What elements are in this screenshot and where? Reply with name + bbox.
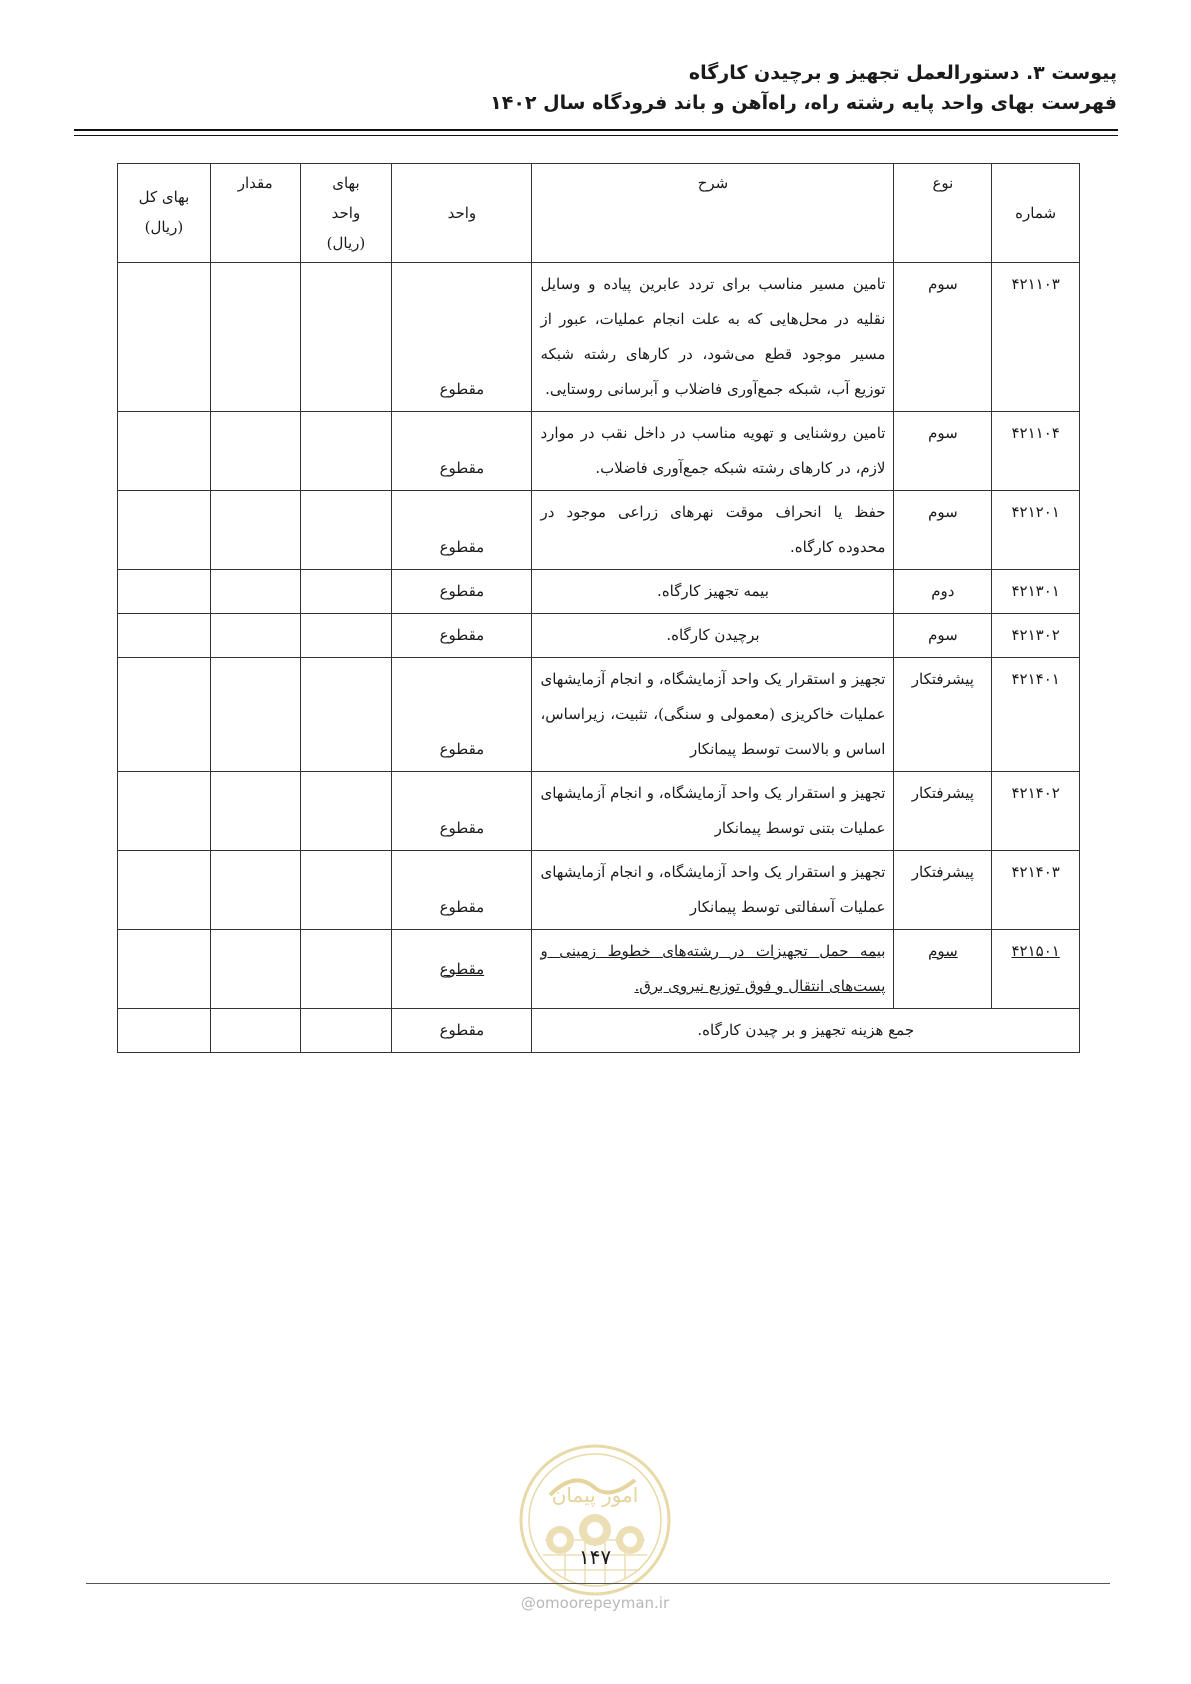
row-unit-price — [300, 851, 392, 930]
col-header-description: شرح — [532, 164, 894, 263]
page-subtitle: فهرست بهای واحد پایه رشته راه، راه‌آهن و باند فرودگاه سال ۱۴۰۲ — [490, 92, 1117, 114]
row-unit-price — [300, 570, 392, 614]
row-description: تجهیز و استقرار یک واحد آزمایشگاه، و انجام آزمایشهای عملیات آسفالتی توسط پیمانکار — [532, 851, 894, 930]
row-quantity — [210, 491, 300, 570]
table-total-row — [118, 1009, 1080, 1053]
table-row — [118, 570, 1080, 614]
price-list-table — [117, 163, 1080, 1053]
row-total — [118, 614, 211, 658]
table-row — [118, 851, 1080, 930]
row-number: ۴۲۱۱۰۳ — [992, 263, 1080, 412]
row-total — [118, 412, 211, 491]
row-type: پیشرفتکار — [894, 658, 992, 772]
row-quantity — [210, 412, 300, 491]
row-quantity — [210, 614, 300, 658]
col-header-unit: واحد — [392, 164, 532, 263]
row-type: پیشرفتکار — [894, 851, 992, 930]
row-unit: مقطوع — [392, 851, 532, 930]
row-description: حفظ یا انحراف موقت نهرهای زراعی موجود در محدوده کارگاه. — [532, 491, 894, 570]
row-unit: مقطوع — [392, 570, 532, 614]
row-unit-price — [300, 772, 392, 851]
row-quantity — [210, 851, 300, 930]
row-total — [118, 570, 211, 614]
page-number: ۱۴۷ — [578, 1545, 612, 1569]
total-quantity — [210, 1009, 300, 1053]
table-row — [118, 614, 1080, 658]
row-number: ۴۲۱۳۰۲ — [992, 614, 1080, 658]
row-unit: مقطوع — [392, 491, 532, 570]
row-type: سوم — [894, 930, 992, 1009]
row-quantity — [210, 658, 300, 772]
row-unit-price — [300, 491, 392, 570]
col-header-number: شماره — [992, 164, 1080, 263]
total-label: جمع هزینه تجهیز و بر چیدن کارگاه. — [532, 1009, 1080, 1053]
page-header — [74, 58, 1117, 118]
row-description: تامین مسیر مناسب برای تردد عابرین پیاده و وسایل نقلیه در محل‌هایی که به علت انجام عملیات، عبور از مسیر موجود قطع می‌شود، در کارهای رشته شبکه توزیع آب، شبکه جمع‌آوری فاضلاب و آبرسانی روستایی. — [532, 263, 894, 412]
row-number: ۴۲۱۴۰۱ — [992, 658, 1080, 772]
row-quantity — [210, 930, 300, 1009]
svg-text:امور پیمان: امور پیمان — [551, 1483, 639, 1507]
row-type: سوم — [894, 491, 992, 570]
row-quantity — [210, 570, 300, 614]
row-unit: مقطوع — [392, 614, 532, 658]
col-header-unit-price: بهای واحد (ریال) — [300, 164, 392, 263]
table-row — [118, 491, 1080, 570]
row-description: بیمه حمل تجهیزات در رشته‌های خطوط زمینی و پست‌های انتقال و فوق توزیع نیروی برق. — [532, 930, 894, 1009]
col-header-type: نوع — [894, 164, 992, 263]
total-unit-price — [300, 1009, 392, 1053]
total-amount — [118, 1009, 211, 1053]
website-watermark: @omoorepeyman.ir — [520, 1594, 670, 1612]
row-total — [118, 772, 211, 851]
table-row — [118, 930, 1080, 1009]
row-unit: مقطوع — [392, 930, 532, 1009]
row-quantity — [210, 772, 300, 851]
table-row — [118, 658, 1080, 772]
row-total — [118, 851, 211, 930]
row-unit-price — [300, 930, 392, 1009]
row-unit: مقطوع — [392, 772, 532, 851]
row-type: دوم — [894, 570, 992, 614]
row-number: ۴۲۱۵۰۱ — [992, 930, 1080, 1009]
row-type: سوم — [894, 412, 992, 491]
row-description: برچیدن کارگاه. — [532, 614, 894, 658]
row-description: تامین روشنایی و تهویه مناسب در داخل نقب در موارد لازم، در کارهای رشته شبکه جمع‌آوری فاضلاب. — [532, 412, 894, 491]
row-unit: مقطوع — [392, 658, 532, 772]
row-quantity — [210, 263, 300, 412]
row-number: ۴۲۱۲۰۱ — [992, 491, 1080, 570]
row-unit-price — [300, 658, 392, 772]
row-number: ۴۲۱۴۰۲ — [992, 772, 1080, 851]
row-unit: مقطوع — [392, 412, 532, 491]
row-unit-price — [300, 614, 392, 658]
total-unit: مقطوع — [392, 1009, 532, 1053]
row-type: پیشرفتکار — [894, 772, 992, 851]
row-description: بیمه تجهیز کارگاه. — [532, 570, 894, 614]
row-unit-price — [300, 412, 392, 491]
header-rule-thick — [74, 129, 1118, 131]
row-type: سوم — [894, 614, 992, 658]
header-rule-thin — [74, 135, 1118, 136]
row-description: تجهیز و استقرار یک واحد آزمایشگاه، و انجام آزمایشهای عملیات بتنی توسط پیمانکار — [532, 772, 894, 851]
row-total — [118, 658, 211, 772]
row-total — [118, 491, 211, 570]
row-type: سوم — [894, 263, 992, 412]
table-header-row — [118, 164, 1080, 263]
row-total — [118, 930, 211, 1009]
footer-rule — [86, 1583, 1110, 1584]
row-description: تجهیز و استقرار یک واحد آزمایشگاه، و انجام آزمایشهای عملیات خاکریزی (معمولی و سنگی)، تثبیت، زیراساس، اساس و بالاست توسط پیمانکار — [532, 658, 894, 772]
table-row — [118, 263, 1080, 412]
table-row — [118, 412, 1080, 491]
watermark-seal — [515, 1440, 675, 1600]
table-row — [118, 772, 1080, 851]
row-number: ۴۲۱۴۰۳ — [992, 851, 1080, 930]
row-total — [118, 263, 211, 412]
col-header-total: بهای کل (ریال) — [118, 164, 211, 263]
row-unit: مقطوع — [392, 263, 532, 412]
row-number: ۴۲۱۱۰۴ — [992, 412, 1080, 491]
page-title: پیوست ۳. دستورالعمل تجهیز و برچیدن کارگاه — [688, 62, 1117, 84]
row-unit-price — [300, 263, 392, 412]
row-number: ۴۲۱۳۰۱ — [992, 570, 1080, 614]
col-header-quantity: مقدار — [210, 164, 300, 263]
